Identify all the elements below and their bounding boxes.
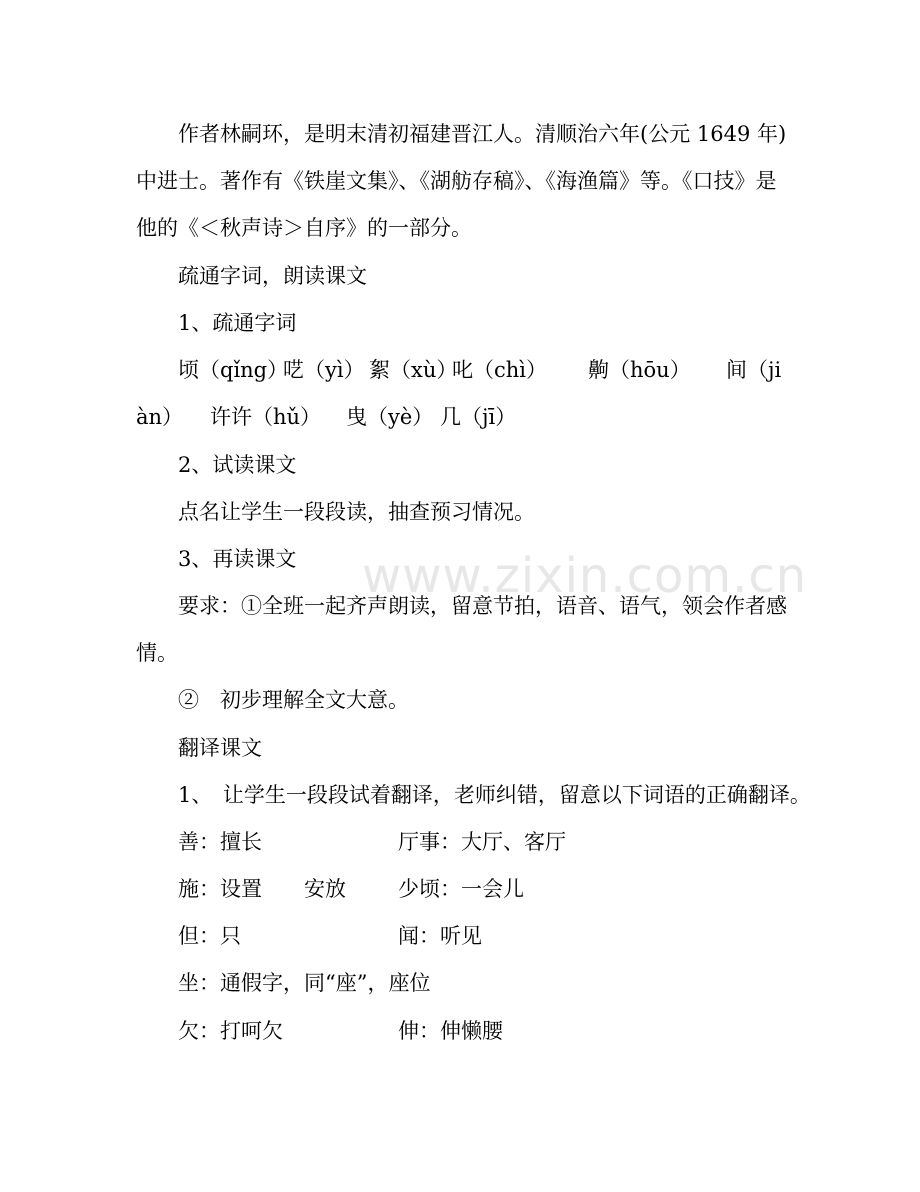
pinyin-item: 齁（hōu） [588, 358, 691, 382]
author-paragraph-line-1: 作者林嗣环，是明末清初福建晋江人。清顺治六年(公元 1649 年) [178, 122, 787, 146]
step-1-title: 1、疏通字词 [178, 311, 297, 335]
pinyin-item: 曳（yè） [346, 405, 434, 429]
vocab-right: 闻：听见 [398, 924, 482, 948]
vocab-left: 施：设置 安放 [178, 877, 346, 901]
translate-step-1: 1、 让学生一段段试着翻译，老师纠错，留意以下词语的正确翻译。 [178, 783, 811, 807]
pinyin-item: 絮（xù） [369, 358, 458, 382]
vocab-left: 但：只 [178, 924, 241, 948]
step-3-requirement-line-1: 要求：①全班一起齐声朗读，留意节拍，语音、语气，领会作者感 [178, 594, 787, 618]
pinyin-item: 间（ji [726, 358, 782, 382]
pinyin-item: 许许（hǔ） [210, 405, 322, 429]
vocab-right: 伸：伸懒腰 [398, 1019, 503, 1043]
step-3-requirement-line-2: 情。 [136, 641, 178, 665]
step-2-title: 2、试读课文 [178, 453, 297, 477]
pinyin-item: 几（jī） [440, 405, 517, 429]
section-heading-translate: 翻译课文 [178, 736, 262, 760]
vocab-left: 坐：通假字，同“座”，座位 [178, 971, 431, 995]
pinyin-item: 叱（chì） [452, 358, 548, 382]
step-3-title: 3、再读课文 [178, 547, 297, 571]
pinyin-item: 呓（yì） [283, 358, 365, 382]
pinyin-item: àn） [136, 405, 184, 429]
author-paragraph-line-2: 中进士。著作有《铁崖文集》、《湖舫存稿》、《海渔篇》等。《口技》是 [136, 169, 777, 193]
watermark: www.zixin.com.cn [362, 548, 808, 604]
vocab-left: 善：擅长 [178, 830, 262, 854]
pinyin-item: 顷（qǐng） [178, 358, 289, 382]
section-heading-reading: 疏通字词，朗读课文 [178, 264, 367, 288]
vocab-right: 厅事：大厅、客厅 [398, 830, 566, 854]
step-2-text: 点名让学生一段段读，抽查预习情况。 [178, 500, 535, 524]
vocab-right: 少顷：一会儿 [398, 877, 524, 901]
vocab-left: 欠：打呵欠 [178, 1019, 283, 1043]
step-3-requirement-2: ② 初步理解全文大意。 [178, 688, 409, 712]
author-paragraph-line-3: 他的《＜秋声诗＞自序》的一部分。 [136, 216, 472, 240]
